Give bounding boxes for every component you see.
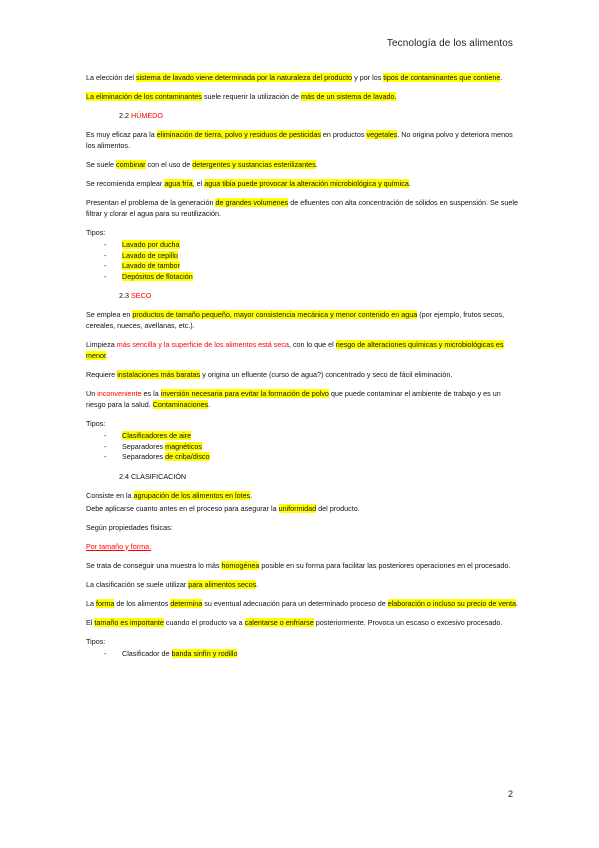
- intro-paragraph-2: La eliminación de los contaminantes suele requerir la utilización de más de un sistema de lavado.: [86, 92, 397, 101]
- highlight: determina: [170, 598, 203, 608]
- intro-paragraph: La elección del sistema de lavado viene determinada por la naturaleza del producto y por los tipos de contaminantes que contiene.: [86, 73, 503, 82]
- clasif-paragraph-5: La clasificación se suele utilizar para alimentos secos.: [86, 579, 259, 589]
- highlight: instalaciones más baratas: [117, 370, 201, 379]
- highlight: sistema de lavado viene determinada por la naturaleza del producto: [135, 73, 353, 82]
- list-item: - Clasificador de banda sinfín y rodillo: [104, 648, 238, 658]
- highlight: tamaño es importante: [94, 617, 164, 627]
- highlight: uniformidad: [278, 503, 317, 513]
- highlight: agrupación de los alimentos en lotes: [133, 490, 251, 500]
- page-number: 2: [507, 789, 513, 799]
- highlight: inversión necesaria para evitar la formación de polvo: [160, 389, 329, 398]
- highlight: homogénea: [221, 560, 260, 570]
- humedo-paragraph-1: Es muy eficaz para la eliminación de tierra, polvo y residuos de pesticidas en productos vegetales. No origina polvo y deteriora menos los alimentos.: [86, 130, 513, 150]
- seco-tipos-label: Tipos:: [86, 419, 106, 428]
- section-heading-clasificacion: 2.4 CLASIFICACIÓN: [119, 471, 187, 481]
- highlight: productos de tamaño pequeño, mayor consistencia mecánica y menor contenido en agua: [132, 310, 418, 319]
- highlight: agua fría: [164, 179, 193, 188]
- humedo-tipos-list: [86, 240, 518, 282]
- clasif-tipos-list: [86, 649, 518, 660]
- list-item: - Lavado por ducha: [104, 240, 180, 249]
- clasif-subheading: Según propiedades físicas:: [86, 522, 173, 532]
- list-item: - Lavado de tambor: [104, 261, 180, 270]
- highlight: agua tibia puede provocar la alteración microbiológica y química: [204, 179, 409, 188]
- list-item: - Lavado de cepillo: [104, 250, 178, 260]
- header-title: Tecnología de los alimentos: [386, 38, 513, 49]
- highlight: vegetales: [366, 130, 398, 139]
- highlight: para alimentos secos: [188, 579, 257, 589]
- section-heading-humedo: 2.2 HÚMEDO: [119, 111, 163, 120]
- clasif-paragraph-1b: Debe aplicarse cuanto antes en el proceso para asegurar la uniformidad del producto.: [86, 503, 360, 513]
- list-item: - Clasificadores de aire: [104, 431, 192, 440]
- list-item: - Depósitos de flotación: [104, 271, 193, 281]
- humedo-paragraph-4: Presentan el problema de la generación de grandes volumenes de efluentes con alta concentración de sólidos en suspensión. Se suele filtrar y clorar el agua para su reutilización.: [86, 198, 518, 218]
- highlight: más de un sistema de lavado.: [300, 92, 397, 101]
- section-heading-seco: 2.3 SECO: [119, 291, 152, 300]
- highlight: detergentes y sustancias esterilizantes: [192, 160, 316, 169]
- list-item: - Separadores de criba/disco: [104, 452, 210, 461]
- seco-tipos-list: [86, 431, 518, 463]
- highlight: combinar: [115, 160, 146, 169]
- clasif-tipos-label: Tipos:: [86, 636, 106, 646]
- humedo-paragraph-3: Se recomienda emplear agua fría, el agua tibia puede provocar la alteración microbiológica y química.: [86, 179, 411, 188]
- humedo-tipos-label: Tipos:: [86, 228, 106, 237]
- seco-paragraph-4: Un inconveniente es la inversión necesaria para evitar la formación de polvo que puede contaminar el ambiente de trabajo y es un riesgo para la salud. Contaminaciones.: [86, 389, 501, 409]
- clasif-paragraph-7: El tamaño es importante cuando el producto va a calentarse o enfriarse posteriormente. Provoca un escaso o excesivo procesado.: [86, 617, 503, 627]
- highlight: Contaminaciones: [152, 400, 209, 409]
- list-item: - Separadores magnéticos: [104, 441, 202, 451]
- highlight: calentarse o enfriarse: [244, 617, 314, 627]
- highlight: riesgo de alteraciones químicas y microbiológicas es menor: [86, 340, 504, 360]
- clasif-paragraph-6: La forma de los alimentos determina su eventual adecuación para un determinado proceso de elaboración o incluso su precio de venta.: [86, 598, 518, 608]
- clasif-tamano-forma-heading: Por tamaño y forma:: [86, 541, 152, 551]
- highlight: elaboración o incluso su precio de venta: [387, 598, 516, 608]
- clasif-paragraph-4: Se trata de conseguir una muestra lo más homogénea posible en su forma para facilitar las posteriores operaciones en el procesado.: [86, 560, 511, 570]
- seco-paragraph-2: Limpieza más sencilla y la superficie de los alimentos está seca, con lo que el riesgo de alteraciones químicas y microbiológicas es menor.: [86, 340, 504, 360]
- clasif-paragraph-1: Consiste en la agrupación de los alimentos en lotes.: [86, 490, 253, 500]
- humedo-paragraph-2: Se suele combinar con el uso de detergentes y sustancias esterilizantes.: [86, 160, 318, 169]
- seco-paragraph-3: Requiere instalaciones más baratas y origina un efluente (curso de agua?) concentrado y seco de fácil eliminación.: [86, 370, 453, 379]
- highlight: eliminación de tierra, polvo y residuos de pesticidas: [156, 130, 321, 139]
- highlight: La eliminación de los contaminantes: [86, 92, 202, 101]
- highlight: tipos de contaminantes que contiene: [383, 73, 501, 82]
- seco-paragraph-1: Se emplea en productos de tamaño pequeño, mayor consistencia mecánica y menor contenido en agua (por ejemplo, frutos secos, cereales, nueces, avellanas, etc.).: [86, 310, 504, 330]
- highlight: de grandes volumenes: [215, 198, 289, 207]
- highlight: forma: [96, 598, 115, 608]
- page-content: [86, 72, 518, 667]
